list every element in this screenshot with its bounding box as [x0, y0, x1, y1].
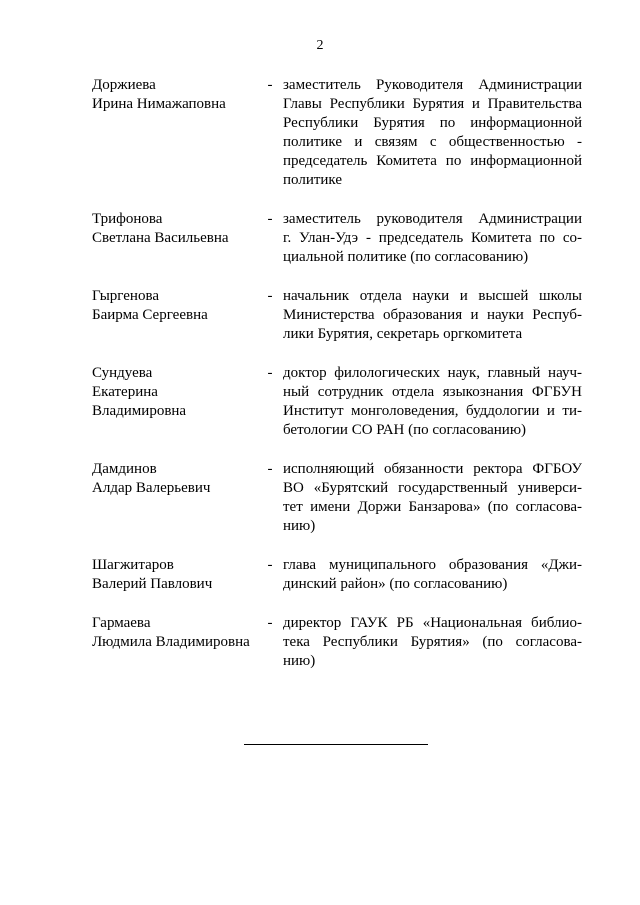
- member-dash: -: [267, 557, 273, 573]
- member-given-names: Екатерина: [92, 384, 158, 400]
- member-dash: -: [267, 211, 273, 227]
- position-line: глава муниципального образования «Джи-: [283, 557, 582, 573]
- member-given-names: Алдар Валерьевич: [92, 480, 211, 496]
- position-line: начальник отдела науки и высшей школы: [283, 288, 582, 304]
- member-surname: Шагжитаров: [92, 557, 174, 573]
- member-entry: [92, 364, 582, 440]
- member-name: [92, 287, 262, 325]
- member-dash: -: [267, 77, 273, 93]
- position-line: заместитель Руководителя Администрации: [283, 77, 582, 93]
- member-position: [283, 76, 582, 190]
- position-line: тека Республики Бурятия» (по согласова-: [283, 634, 582, 650]
- member-name: [92, 364, 262, 421]
- member-entry: [92, 556, 582, 594]
- member-position: [283, 287, 582, 344]
- member-position: [283, 460, 582, 536]
- member-given-names: Ирина Нимажаповна: [92, 96, 226, 112]
- member-entry: [92, 76, 582, 190]
- position-line: доктор филологических наук, главный науч-: [283, 365, 582, 381]
- member-given-names: Людмила Владимировна: [92, 634, 250, 650]
- member-entry: [92, 460, 582, 536]
- position-line: политике и связям с общественностью -: [283, 134, 582, 150]
- position-line: Республики Бурятия по информационной: [283, 115, 582, 131]
- member-surname: Доржиева: [92, 77, 156, 93]
- member-given-names: Баирма Сергеевна: [92, 307, 208, 323]
- member-surname: Трифонова: [92, 211, 163, 227]
- member-position: [283, 614, 582, 671]
- position-line: Институт монголоведения, буддологии и ти-: [283, 403, 582, 419]
- position-line: заместитель руководителя Администрации: [283, 211, 582, 227]
- position-line: г. Улан-Удэ - председатель Комитета по со-: [283, 230, 582, 246]
- position-line: нию): [283, 518, 316, 534]
- member-dash: -: [267, 615, 273, 631]
- position-line: ВО «Бурятский государственный универси-: [283, 480, 582, 496]
- position-line: Главы Республики Бурятия и Правительства: [283, 96, 582, 112]
- position-line: председатель Комитета по информационной: [283, 153, 582, 169]
- page-number: 2: [316, 38, 324, 53]
- member-name: [92, 460, 262, 498]
- member-given-names: Валерий Павлович: [92, 576, 213, 592]
- position-line: тет имени Доржи Банзарова» (по согласова-: [283, 499, 582, 515]
- member-position: [283, 210, 582, 267]
- committee-member-list: [92, 76, 582, 671]
- closing-divider-line: [244, 744, 428, 745]
- position-line: лики Бурятия, секретарь оргкомитета: [283, 326, 523, 342]
- member-position: [283, 556, 582, 594]
- position-line: циальной политике (по согласованию): [283, 249, 529, 265]
- member-position: [283, 364, 582, 440]
- position-line: исполняющий обязанности ректора ФГБОУ: [283, 461, 582, 477]
- position-line: нию): [283, 653, 316, 669]
- member-entry: [92, 614, 582, 671]
- member-given-names: Владимировна: [92, 403, 187, 419]
- member-name: [92, 556, 262, 594]
- member-surname: Гармаева: [92, 615, 151, 631]
- position-line: ный сотрудник отдела языкознания ФГБУН: [283, 384, 582, 400]
- member-surname: Гыргенова: [92, 288, 159, 304]
- member-dash: -: [267, 288, 273, 304]
- member-dash: -: [267, 365, 273, 381]
- member-entry: [92, 287, 582, 344]
- member-dash: -: [267, 461, 273, 477]
- position-line: динский район» (по согласованию): [283, 576, 508, 592]
- member-name: [92, 76, 262, 114]
- position-line: бетологии СО РАН (по согласованию): [283, 422, 527, 438]
- position-line: директор ГАУК РБ «Национальная библио-: [283, 615, 582, 631]
- member-surname: Дамдинов: [92, 461, 157, 477]
- member-entry: [92, 210, 582, 267]
- position-line: Министерства образования и науки Респуб-: [283, 307, 582, 323]
- member-name: [92, 210, 262, 248]
- member-surname: Сундуева: [92, 365, 153, 381]
- position-line: политике: [283, 172, 342, 188]
- member-given-names: Светлана Васильевна: [92, 230, 229, 246]
- member-name: [92, 614, 262, 652]
